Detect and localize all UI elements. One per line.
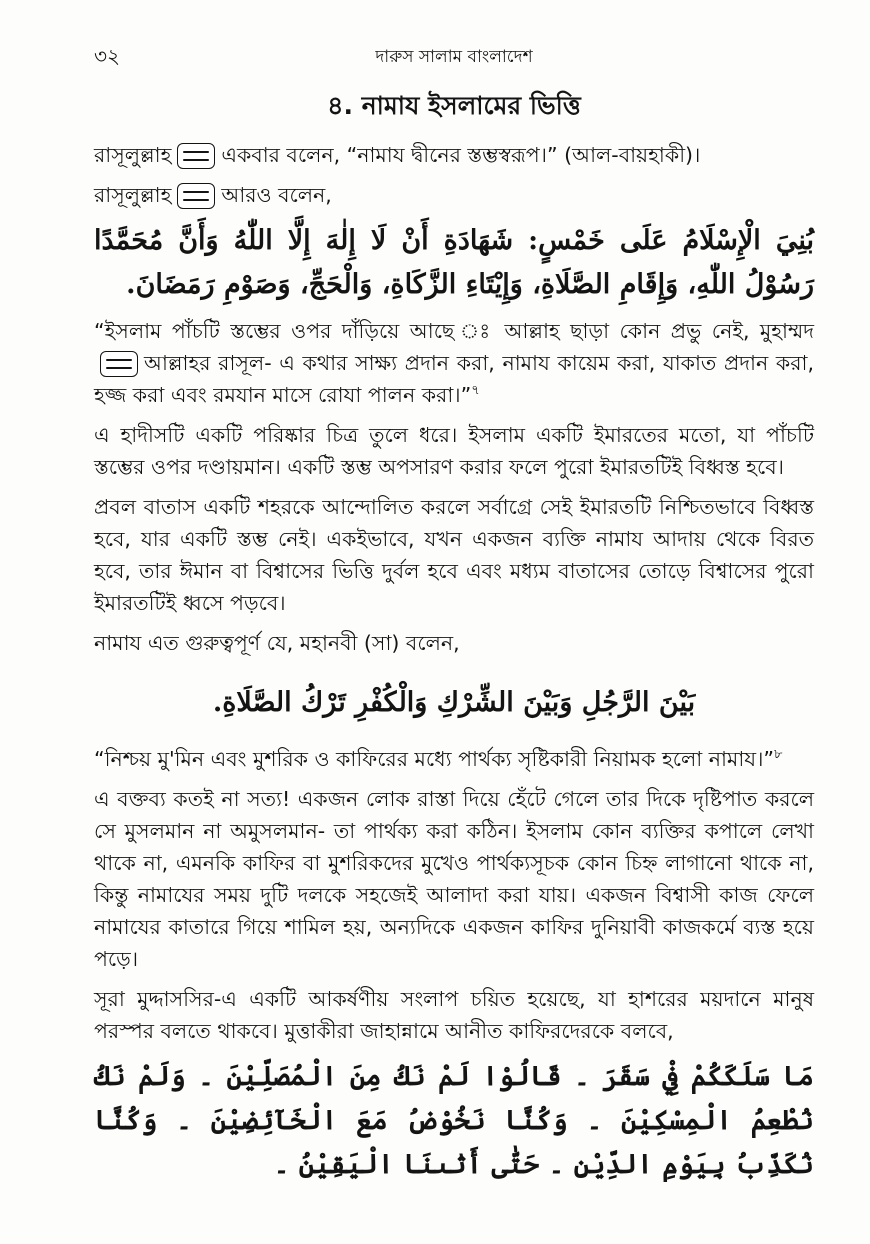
paragraph-1 bbox=[94, 139, 814, 171]
sallallahu-alaihi-wasallam-icon bbox=[177, 183, 215, 209]
paragraph-2 bbox=[94, 179, 814, 211]
page-header bbox=[94, 36, 814, 72]
translation-quote-1-a: “ইসলাম পাঁচটি স্তম্ভের ওপর দাঁড়িয়ে আছে ঃ আল্লাহ ছাড়া কোন প্রভু নেই, মুহাম্মদ bbox=[94, 319, 814, 343]
paragraph-6: এ বক্তব্য কতই না সত্য! একজন লোক রাস্তা দিয়ে হেঁটে গেলে তার দিকে দৃষ্টিপাত করলে সে মুসলমান না অমুসলমান- তা পার্থক্য করা কঠিন। ইসলাম কোন ব্যক্তির কপালে লেখা থাকে না, এমনকি কাফির বা মুশরিকদের মুখেও পার্থক্যসূচক কোন চিহ্ন লাগানো থাকে না, কিন্তু নামাযের সময় দুটি দলকে সহজেই আলাদা করা যায়। একজন বিশ্বাসী কাজ ফেলে নামাযের কাতারে গিয়ে শামিল হয়, অন্যদিকে একজন কাফির দুনিয়াবী কাজকর্মে ব্যস্ত হয়ে পড়ে। bbox=[94, 787, 814, 971]
section-title: ৪. নামায ইসলামের ভিত্তি bbox=[327, 91, 581, 120]
paragraph-2-text: আরও বলেন, bbox=[221, 183, 332, 207]
translation-quote-1-b: আল্লাহর রাসূল- এ কথার সাক্ষ্য প্রদান করা, নামায কায়েম করা, যাকাত প্রদান করা, হজ্জ করা এবং রমযান মাসে রোযা পালন করা।” bbox=[94, 351, 814, 407]
arabic-hadith-1: بُنِيَ الْإِسْلَامُ عَلَى خَمْسٍ: شَهَادَةِ أَنْ لَا إِلٰهَ إِلَّا اللّٰهُ وَأَنَّ مُحَمَّدًا رَسُوْلُ اللّٰهِ، وَإِقَامِ الصَّلَاةِ، وَإِيْتَاءِ الزَّكَاةِ، وَالْحَجِّ، وَصَوْمِ رَمَضَانَ. bbox=[94, 225, 814, 300]
arabic-quran-verse: مَا سَلَكَكُمْ فِيْ سَقَرَ ۔ قَالُوْا لَمْ نَكُ مِنَ الْمُصَلِّيْنَ ۔ وَلَمْ نَكُ نُطْعِمُ الْمِسْكِيْنَ ۔ وَكُنَّا نَخُوْضُ مَعَ الْخَآئِضِيْنَ ۔ وَكُنَّا نُكَذِّبُ بِيَوْمِ الدِّيْنِ ۔ حَتّٰى أَتٰىنَا الْيَقِيْنُ ۔ bbox=[94, 1061, 814, 1180]
paragraph-5: নামায এত গুরুত্বপূর্ণ যে, মহানবী (সা) বলেন, bbox=[94, 631, 460, 655]
paragraph-4: প্রবল বাতাস একটি শহরকে আন্দোলিত করলে সর্বাগ্রে সেই ইমারতটি নিশ্চিতভাবে বিধ্বস্ত হবে, যার একটি স্তম্ভ নেই। একইভাবে, যখন একজন ব্যক্তি নামায আদায় থেকে বিরত হবে, তার ঈমান বা বিশ্বাসের ভিত্তি দুর্বল হবে এবং মধ্যম বাতাসের তোড়ে বিশ্বাসের পুরো ইমারতটিই ধ্বসে পড়বে। bbox=[94, 495, 814, 615]
footnote-ref-7: ৭ bbox=[471, 383, 480, 399]
prophet-name: রাসূলুল্লাহ bbox=[94, 143, 172, 167]
paragraph-3: এ হাদীসটি একটি পরিষ্কার চিত্র তুলে ধরে। ইসলাম একটি ইমারতের মতো, যা পাঁচটি স্তম্ভের ওপর দণ্ডায়মান। একটি স্তম্ভ অপসারণ করার ফলে পুরো ইমারতটিই বিধ্বস্ত হবে। bbox=[94, 423, 814, 479]
translation-quote-2-text: “নিশ্চয় মু'মিন এবং মুশরিক ও কাফিরের মধ্যে পার্থক্য সৃষ্টিকারী নিয়ামক হলো নামায।” bbox=[94, 747, 775, 771]
sallallahu-alaihi-wasallam-icon bbox=[100, 351, 138, 377]
translation-quote-1 bbox=[94, 315, 814, 411]
paragraph-7: সূরা মুদ্দাসসির-এ একটি আকর্ষণীয় সংলাপ চয়িত হয়েছে, যা হাশরের ময়দানে মানুষ পরস্পর বলতে থাকবে। মুত্তাকীরা জাহান্নামে আনীত কাফিরদেরকে বলবে, bbox=[94, 987, 814, 1043]
running-head: দারুস সালাম বাংলাদেশ bbox=[375, 47, 533, 67]
page-content bbox=[94, 86, 814, 1195]
translation-quote-2 bbox=[94, 743, 814, 775]
page-number: ৩২ bbox=[94, 44, 121, 68]
prophet-name: রাসূলুল্লাহ bbox=[94, 183, 172, 207]
paragraph-1-text: একবার বলেন, “নামায দ্বীনের স্তম্ভস্বরূপ।” (আল-বায়হাকী)। bbox=[221, 143, 701, 167]
arabic-hadith-2: بَيْنَ الرَّجُلِ وَبَيْنَ الشِّرْكِ وَالْكُفْرِ تَرْكُ الصَّلَاةِ. bbox=[212, 687, 696, 718]
footnote-ref-8: ৮ bbox=[774, 747, 783, 763]
sallallahu-alaihi-wasallam-icon bbox=[177, 143, 215, 169]
